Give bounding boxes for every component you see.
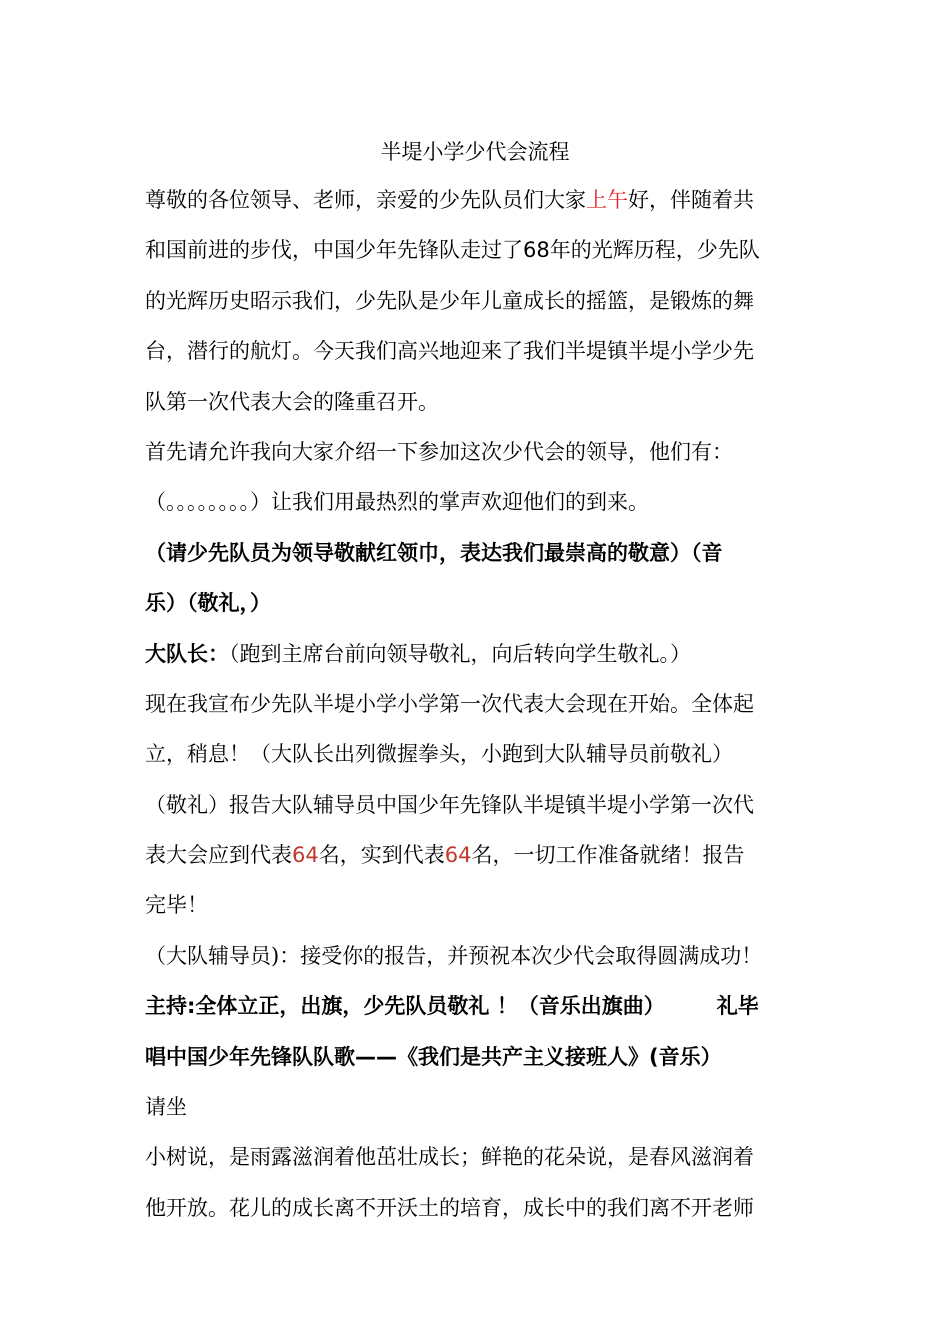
paragraph-line: 小树说，是雨露滋润着他茁壮成长；鲜艳的花朵说，是春风滋润着 [145,1145,754,1170]
text-run: 名，实到代表 [318,843,445,868]
paragraph-line: 立，稍息！（大队长出列微握拳头，小跑到大队辅导员前敬礼） [145,742,733,767]
paragraph-line: 的光辉历史昭示我们，少先队是少年儿童成长的摇篮，是锻炼的舞 [145,288,754,313]
bold-instruction-line [145,986,815,1036]
text-run: 表大会应到代表 [145,843,292,868]
paragraph-line [145,634,815,684]
text-run: 尊敬的各位领导、老师，亲爱的少先队员们大家 [145,188,586,212]
bold-instruction-line: （请少先队员为领导敬献红领巾，表达我们最崇高的敬意）（音 [145,540,723,565]
text-run: 好，伴随着共 [628,188,754,212]
highlighted-number: 64 [292,843,319,868]
paragraph-line: 他开放。花儿的成长离不开沃土的培育，成长中的我们离不开老师 [145,1195,754,1220]
text-run: 年的光辉历程，少先队 [549,238,760,263]
paragraph-line: 完毕！ [145,893,208,918]
paragraph-line: （。。。。。。。。）让我们用最热烈的掌声欢迎他们的到来。 [145,490,649,515]
paragraph-line: （敬礼）报告大队辅导员中国少年先锋队半堤镇半堤小学第一次代 [145,792,754,817]
text-run: 礼毕 [716,994,759,1019]
text-run: （跑到主席台前向领导敬礼，向后转向学生敬礼。） [229,641,691,666]
highlighted-number: 64 [444,843,472,868]
speaker-label: 大队长： [145,641,229,666]
paragraph-line [145,835,815,885]
paragraph-line: 现在我宣布少先队半堤小学小学第一次代表大会现在开始。全体起 [145,691,754,716]
highlighted-text: 上午 [586,188,628,212]
paragraph-line: 请坐 [145,1095,187,1120]
bold-instruction-line: 乐）（敬礼，） [145,591,271,616]
paragraph-line: 首先请允许我向大家介绍一下参加这次少代会的领导，他们有： [145,439,733,464]
paragraph-line: 队第一次代表大会的隆重召开。 [145,389,439,414]
text-run: 名，一切工作准备就绪！报告 [471,843,745,868]
text-run: 和国前进的步伐，中国少年先锋队走过了 [145,238,523,263]
paragraph-line [145,180,815,230]
number-text: 68 [523,238,550,263]
document-body [145,180,815,1238]
paragraph-line: （大队辅导员)：接受你的报告，并预祝本次少代会取得圆满成功！ [145,943,763,968]
paragraph-line [145,230,815,280]
bold-instruction-line: 唱中国少年先锋队队歌——《我们是共产主义接班人》(音乐） [145,1044,722,1069]
document-title: 半堤小学少代会流程 [380,140,570,164]
text-run: 主持:全体立正，出旗，少先队员敬礼 ！（音乐出旗曲） [145,994,665,1019]
paragraph-line: 台，潜行的航灯。今天我们高兴地迎来了我们半堤镇半堤小学少先 [145,339,754,364]
